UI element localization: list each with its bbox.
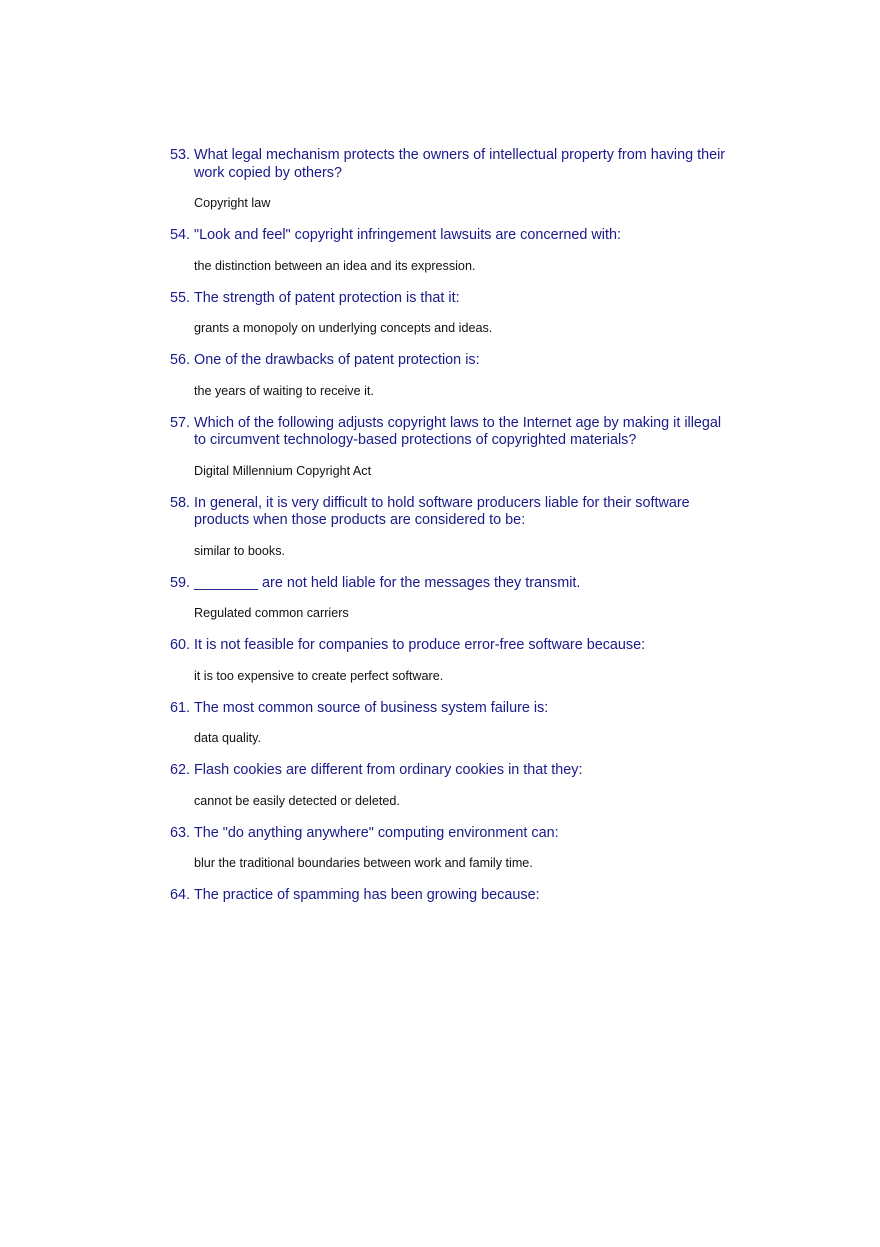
answer-text: data quality. (194, 731, 261, 745)
question (170, 575, 730, 593)
answer-text: the distinction between an idea and its expression. (194, 258, 476, 273)
question-item (170, 887, 730, 905)
answer-text: it is too expensive to create perfect software. (194, 668, 444, 683)
question-text: The practice of spamming has been growing because: (194, 887, 540, 903)
question-item (170, 352, 730, 399)
question-item (170, 495, 730, 559)
question-number: 62. (170, 762, 191, 778)
answer-text: grants a monopoly on underlying concepts and ideas. (194, 321, 493, 335)
question-list (170, 147, 730, 905)
question-item (170, 290, 730, 337)
question-item (170, 415, 730, 479)
question-text: Flash cookies are different from ordinary cookies in that they: (194, 762, 583, 778)
question-number: 55. (170, 289, 191, 306)
question-number: 63. (170, 824, 191, 841)
question (170, 825, 730, 843)
question-item (170, 227, 730, 274)
question-number: 54. (170, 227, 191, 243)
question-text: The strength of patent protection is that it: (194, 289, 460, 306)
question-text: "Look and feel" copyright infringement lawsuits are concerned with: (194, 227, 621, 243)
question (170, 227, 730, 245)
question-item (170, 700, 730, 747)
question-number: 53. (170, 147, 191, 163)
question-number: 58. (170, 494, 191, 511)
question-number: 64. (170, 887, 191, 903)
question (170, 495, 730, 530)
question (170, 762, 730, 780)
question (170, 700, 730, 718)
question-text: The "do anything anywhere" computing environment can: (194, 824, 559, 841)
question-number: 61. (170, 699, 191, 716)
question (170, 637, 730, 655)
answer-text: Regulated common carriers (194, 606, 349, 620)
question-number: 59. (170, 574, 191, 591)
question-text: It is not feasible for companies to produce error-free software because: (194, 637, 646, 653)
question-text: One of the drawbacks of patent protection is: (194, 352, 480, 368)
question-item (170, 825, 730, 872)
question-item (170, 575, 730, 622)
question (170, 290, 730, 308)
answer-text: blur the traditional boundaries between work and family time. (194, 856, 533, 870)
question-number: 60. (170, 637, 191, 653)
question-item (170, 147, 730, 211)
answer-text: similar to books. (194, 543, 285, 558)
question-number: 56. (170, 352, 191, 368)
question (170, 147, 730, 182)
question-text: What legal mechanism protects the owners of intellectual property from having their work copied by others? (194, 147, 726, 181)
question-number: 57. (170, 414, 191, 431)
question (170, 415, 730, 450)
question-text: ________ are not held liable for the messages they transmit. (194, 574, 581, 591)
answer-text: Copyright law (194, 196, 271, 210)
question-item (170, 762, 730, 809)
question-item (170, 637, 730, 684)
answer-text: cannot be easily detected or deleted. (194, 793, 400, 808)
question-text: The most common source of business system failure is: (194, 699, 549, 716)
question-text: In general, it is very difficult to hold software producers liable for their software products when those products are considered to be: (194, 494, 690, 528)
question-text: Which of the following adjusts copyright laws to the Internet age by making it illegal to circumvent technology-based protections of copyrighted materials? (194, 414, 722, 448)
question (170, 352, 730, 370)
answer-text: Digital Millennium Copyright Act (194, 463, 372, 478)
answer-text: the years of waiting to receive it. (194, 383, 374, 398)
question (170, 887, 730, 905)
